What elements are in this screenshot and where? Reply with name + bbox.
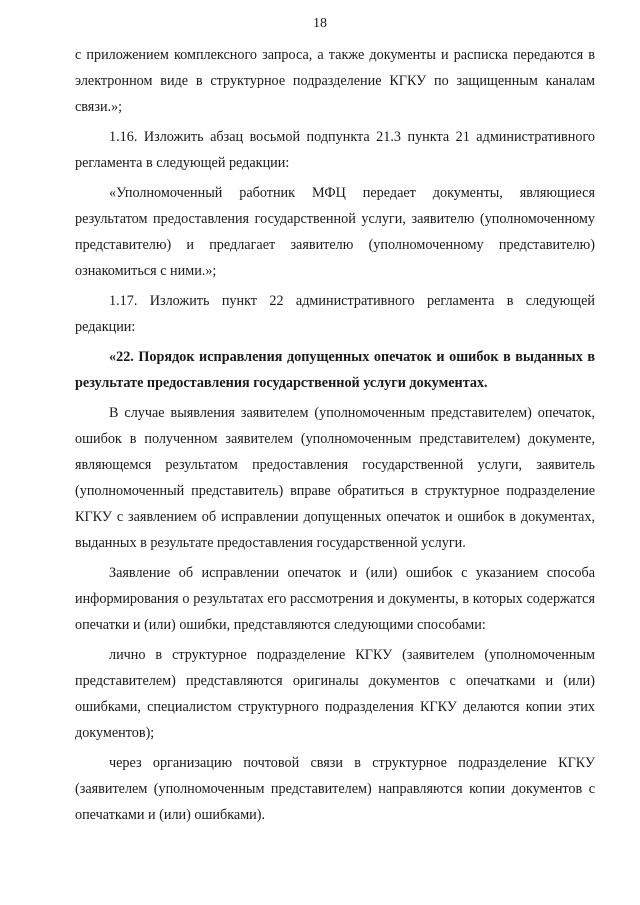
- document-body: [75, 42, 595, 828]
- paragraph-application-methods: Заявление об исправлении опечаток и (или) ошибок с указанием способа информирования о результатах его рассмотрения и документы, в которых содержатся опечатки и (или) ошибки, представляются следующими способами:: [75, 565, 595, 633]
- paragraph-errors-detection: В случае выявления заявителем (уполномоченным представителем) опечаток, ошибок в полученном заявителем (уполномоченным представителем) документе, являющемся результатом предоставления государственной услуги, заявитель (уполномоченный представитель) вправе обратиться в структурное подразделение КГКУ с заявлением об исправлении допущенных опечаток и ошибок в документах, выданных в результате предоставления государственной услуги.: [75, 405, 595, 551]
- page-number: 18: [313, 16, 327, 31]
- paragraph-amendment-1-17: 1.17. Изложить пункт 22 административного регламента в следующей редакции:: [75, 293, 595, 335]
- paragraph-by-post: через организацию почтовой связи в структурное подразделение КГКУ (заявителем (уполномоченным представителем) направляются копии документов с опечатками и (или) ошибками).: [75, 755, 595, 823]
- paragraph-continuation: с приложением комплексного запроса, а также документы и расписка передаются в электронном виде в структурное подразделение КГКУ по защищенным каналам связи.»;: [75, 47, 595, 115]
- paragraph-in-person: лично в структурное подразделение КГКУ (заявителем (уполномоченным представителем) представляются оригиналы документов с опечатками и (или) ошибками, специалистом структурного подразделения КГКУ делаются копии этих документов);: [75, 647, 595, 741]
- paragraph-quoted-mfc: «Уполномоченный работник МФЦ передает документы, являющиеся результатом предоставления государственной услуги, заявителю (уполномоченному представителю) и предлагает заявителю (уполномоченному представителю) ознакомиться с ними.»;: [75, 185, 595, 279]
- paragraph-amendment-1-16: 1.16. Изложить абзац восьмой подпункта 21.3 пункта 21 административного регламента в следующей редакции:: [75, 129, 595, 171]
- section-heading-22: «22. Порядок исправления допущенных опечаток и ошибок в выданных в результате предоставления государственной услуги документах.: [75, 349, 595, 391]
